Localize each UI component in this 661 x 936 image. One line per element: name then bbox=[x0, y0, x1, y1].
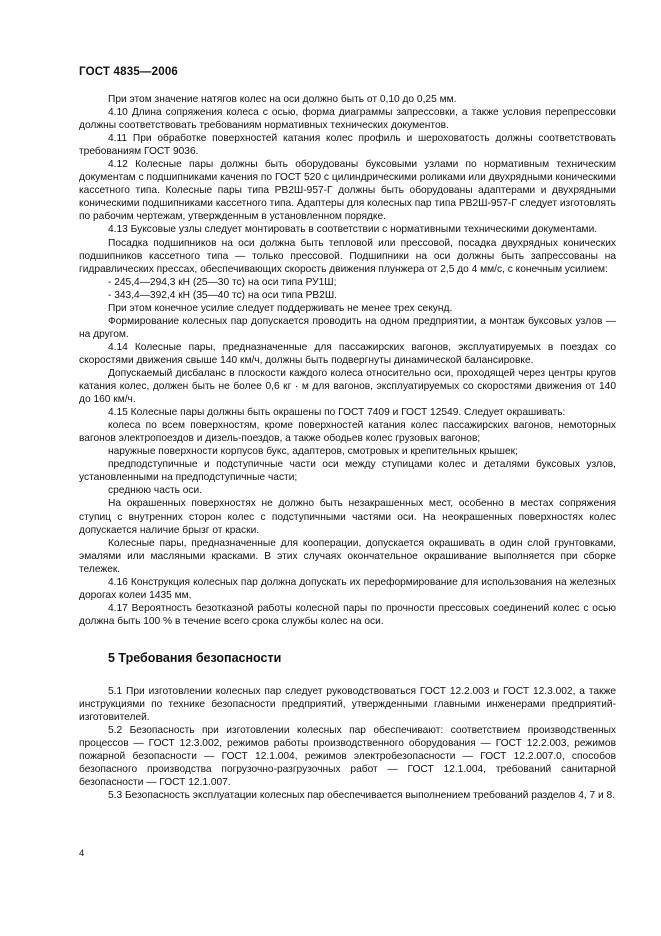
paragraph-4-10: 4.10 Длина сопряжения колеса с осью, форма диаграммы запрессовки, а также условия перепрессовки должны соответствовать требованиям нормативных технических документов. bbox=[79, 107, 616, 132]
paragraph-4-15: 4.15 Колесные пары должны быть окрашены по ГОСТ 7409 и ГОСТ 12549. Следует окрашивать: bbox=[108, 407, 566, 419]
section-title: 5 Требования безопасности bbox=[108, 650, 282, 665]
paragraph-4-16: 4.16 Конструкция колесных пар должна допускать их переформирование для использования на железных дорогах колеи 1435 мм. bbox=[79, 576, 616, 601]
paragraph-5-3: 5.3 Безопасность эксплуатации колесных пар обеспечивается выполнением требований разделов 4, 7 и 8. bbox=[108, 790, 616, 802]
page-number: 4 bbox=[79, 848, 85, 859]
paragraph-4-17: 4.17 Вероятность безотказной работы колесной пары по прочности прессовых соединений колес с осью должна быть 100 % в течение всего срока службы колес на оси. bbox=[79, 602, 616, 627]
paragraph: При этом значение натягов колес на оси должно быть от 0,10 до 0,25 мм. bbox=[108, 94, 457, 105]
paragraph-4-14: 4.14 Колесные пары, предназначенные для пассажирских вагонов, эксплуатируемых в поездах со скоростями движения свыше 140 км/ч, должны быть подвергнуты динамической балансировке. bbox=[79, 341, 616, 366]
paragraph: Формирование колесных пар допускается проводить на одном предприятии, а монтаж буксовых узлов — на другом. bbox=[79, 315, 616, 340]
paragraph-5-2: 5.2 Безопасность при изготовлении колесных пар обеспечивают: соответствием производственных процессов — ГОСТ 12.3.002, режимов работы производственного оборудования — ГОСТ 12.2.003, режимов пожарной безопасности — ГОСТ 12.1.004, режимов электробезопасности — ГОСТ 12.2.007.0, способов безопасного производства погрузочно-разгрузочных работ — ГОСТ 12.1.004, требований санитарной безопасности — ГОСТ 12.1.007. bbox=[79, 725, 616, 789]
paragraph-4-13: 4.13 Буксовые узлы следует монтировать в соответствии с нормативными техническими документами. bbox=[108, 224, 598, 236]
document-header: ГОСТ 4835—2006 bbox=[79, 66, 179, 78]
document-body bbox=[79, 93, 616, 802]
paragraph: Колесные пары, предназначенные для кооперации, допускается окрашивать в один слой грунтовками, эмалями или масляными красками. В этих случаях окончательное окрашивание выполняется при сборке тележек. bbox=[79, 537, 616, 575]
paragraph: Допускаемый дисбаланс в плоскости каждого колеса относительно оси, проходящей через центры кругов катания колес, должен быть не более 0,6 кг · м для вагонов, эксплуатируемых со скоростями движения от 140 до 160 км/ч. bbox=[79, 367, 616, 406]
paragraph: Посадка подшипников на оси должна быть тепловой или прессовой, посадка двухрядных конических подшипников кассетного типа — только прессовой. Подшипники на оси должны быть запрессованы на гидравлических прессах, обеспечивающих скорость движения плунжера от 2,5 до 4 мм/с, с конечным усилием: bbox=[79, 237, 616, 275]
paragraph-4-12: 4.12 Колесные пары должны быть оборудованы буксовыми узлами по нормативным техническим документам с подшипниками качения по ГОСТ 520 с цилиндрическими роликами или двухрядными коническими кассетного типа. Колесные пары типа РВ2Ш-957-Г должны быть оборудованы адаптерами и двухрядными коническими подшипниками кассетного типа. Адаптеры для колесных пар типа РВ2Ш-957-Г следует изготовлять по рабочим чертежам, утвержденным в установленном порядке. bbox=[79, 159, 616, 223]
paragraph: среднюю часть оси. bbox=[108, 485, 203, 497]
list-item: - 245,4—294,3 кН (25—30 тс) на оси типа РУ1Ш; bbox=[108, 276, 337, 288]
paragraph: При этом конечное усилие следует поддерживать не менее трех секунд. bbox=[108, 302, 453, 314]
paragraph: наружные поверхности корпусов букс, адаптеров, смотровых и крепительных крышек; bbox=[108, 446, 518, 458]
paragraph-4-11: 4.11 При обработке поверхностей катания колес профиль и шероховатость должны соответствовать требованиям ГОСТ 9036. bbox=[79, 133, 616, 158]
paragraph: колеса по всем поверхностям, кроме поверхностей катания колес пассажирских вагонов, немоторных вагонов электропоездов и дизель-поездов, а также ободьев колес грузовых вагонов; bbox=[79, 420, 616, 445]
list-item: - 343,4—392,4 кН (35—40 тс) на оси типа РВ2Ш. bbox=[108, 289, 338, 301]
paragraph: предподступичные и подступичные части оси между ступицами колес и деталями буксовых узлов, установленными на предподступичные части; bbox=[79, 459, 616, 484]
paragraph-5-1: 5.1 При изготовлении колесных пар следует руководствоваться ГОСТ 12.2.003 и ГОСТ 12.3.002, а также инструкциями по технике безопасности предприятий, утвержденными главными инженерами предприятий-изготовителей. bbox=[79, 685, 616, 724]
paragraph: На окрашенных поверхностях не должно быть незакрашенных мест, особенно в местах сопряжения ступиц с внутренних сторон колес с подступичными частями оси. На неокрашенных поверхностях колес допускается наличие брызг от краски. bbox=[79, 498, 616, 536]
